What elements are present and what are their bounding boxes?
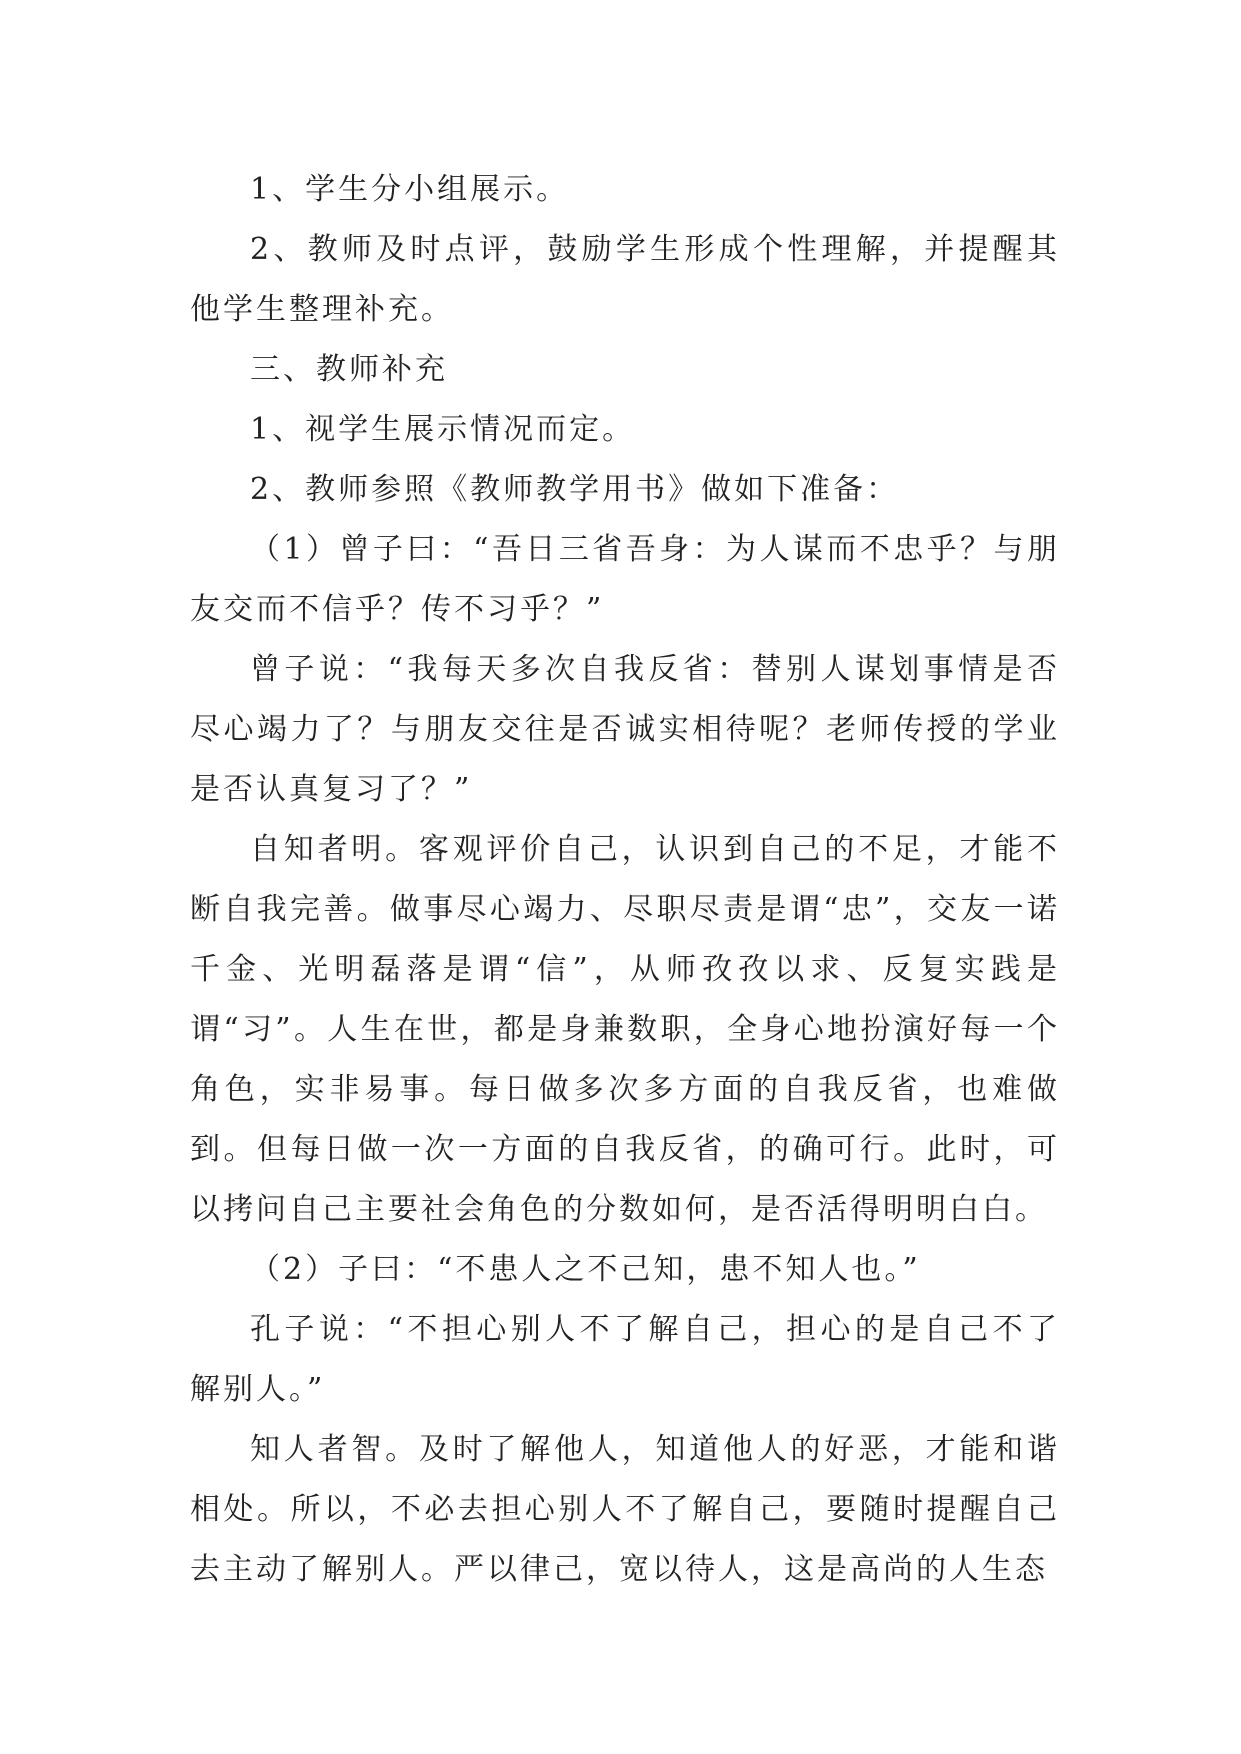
paragraph-2: 2、教师及时点评，鼓励学生形成个性理解，并提醒其他学生整理补充。 bbox=[190, 232, 1060, 327]
document-body bbox=[190, 160, 1060, 1600]
quote-1: （1）曾子曰：“吾日三省吾身：为人谋而不忠乎？与朋友交而不信乎？传不习乎？” bbox=[190, 532, 1060, 627]
paragraph-3: 1、视学生展示情况而定。 bbox=[250, 412, 636, 447]
paragraph-1: 1、学生分小组展示。 bbox=[250, 172, 570, 207]
section-heading: 三、教师补充 bbox=[250, 352, 448, 387]
commentary-2: 知人者智。及时了解他人，知道他人的好恶，才能和谐相处。所以，不必去担心别人不了解自己，要随时提醒自己去主动了解别人。严以律己，宽以待人，这是高尚的人生态 bbox=[190, 1432, 1060, 1587]
quote-2: （2）子曰：“不患人之不己知，患不知人也。” bbox=[250, 1252, 921, 1287]
commentary-1: 自知者明。客观评价自己，认识到自己的不足，才能不断自我完善。做事尽心竭力、尽职尽责是谓“忠”，交友一诺千金、光明磊落是谓“信”，从师孜孜以求、反复实践是谓“习”。人生在世，都是身兼数职，全身心地扮演好每一个角色，实非易事。每日做多次多方面的自我反省，也难做到。但每日做一次一方面的自我反省，的确可行。此时，可以拷问自己主要社会角色的分数如何，是否活得明明白白。 bbox=[190, 832, 1060, 1227]
translation-2: 孔子说：“不担心别人不了解自己，担心的是自己不了解别人。” bbox=[190, 1312, 1060, 1407]
translation-1: 曾子说：“我每天多次自我反省：替别人谋划事情是否尽心竭力了？与朋友交往是否诚实相待呢？老师传授的学业是否认真复习了？” bbox=[190, 652, 1060, 807]
paragraph-4: 2、教师参照《教师教学用书》做如下准备： bbox=[250, 472, 900, 507]
